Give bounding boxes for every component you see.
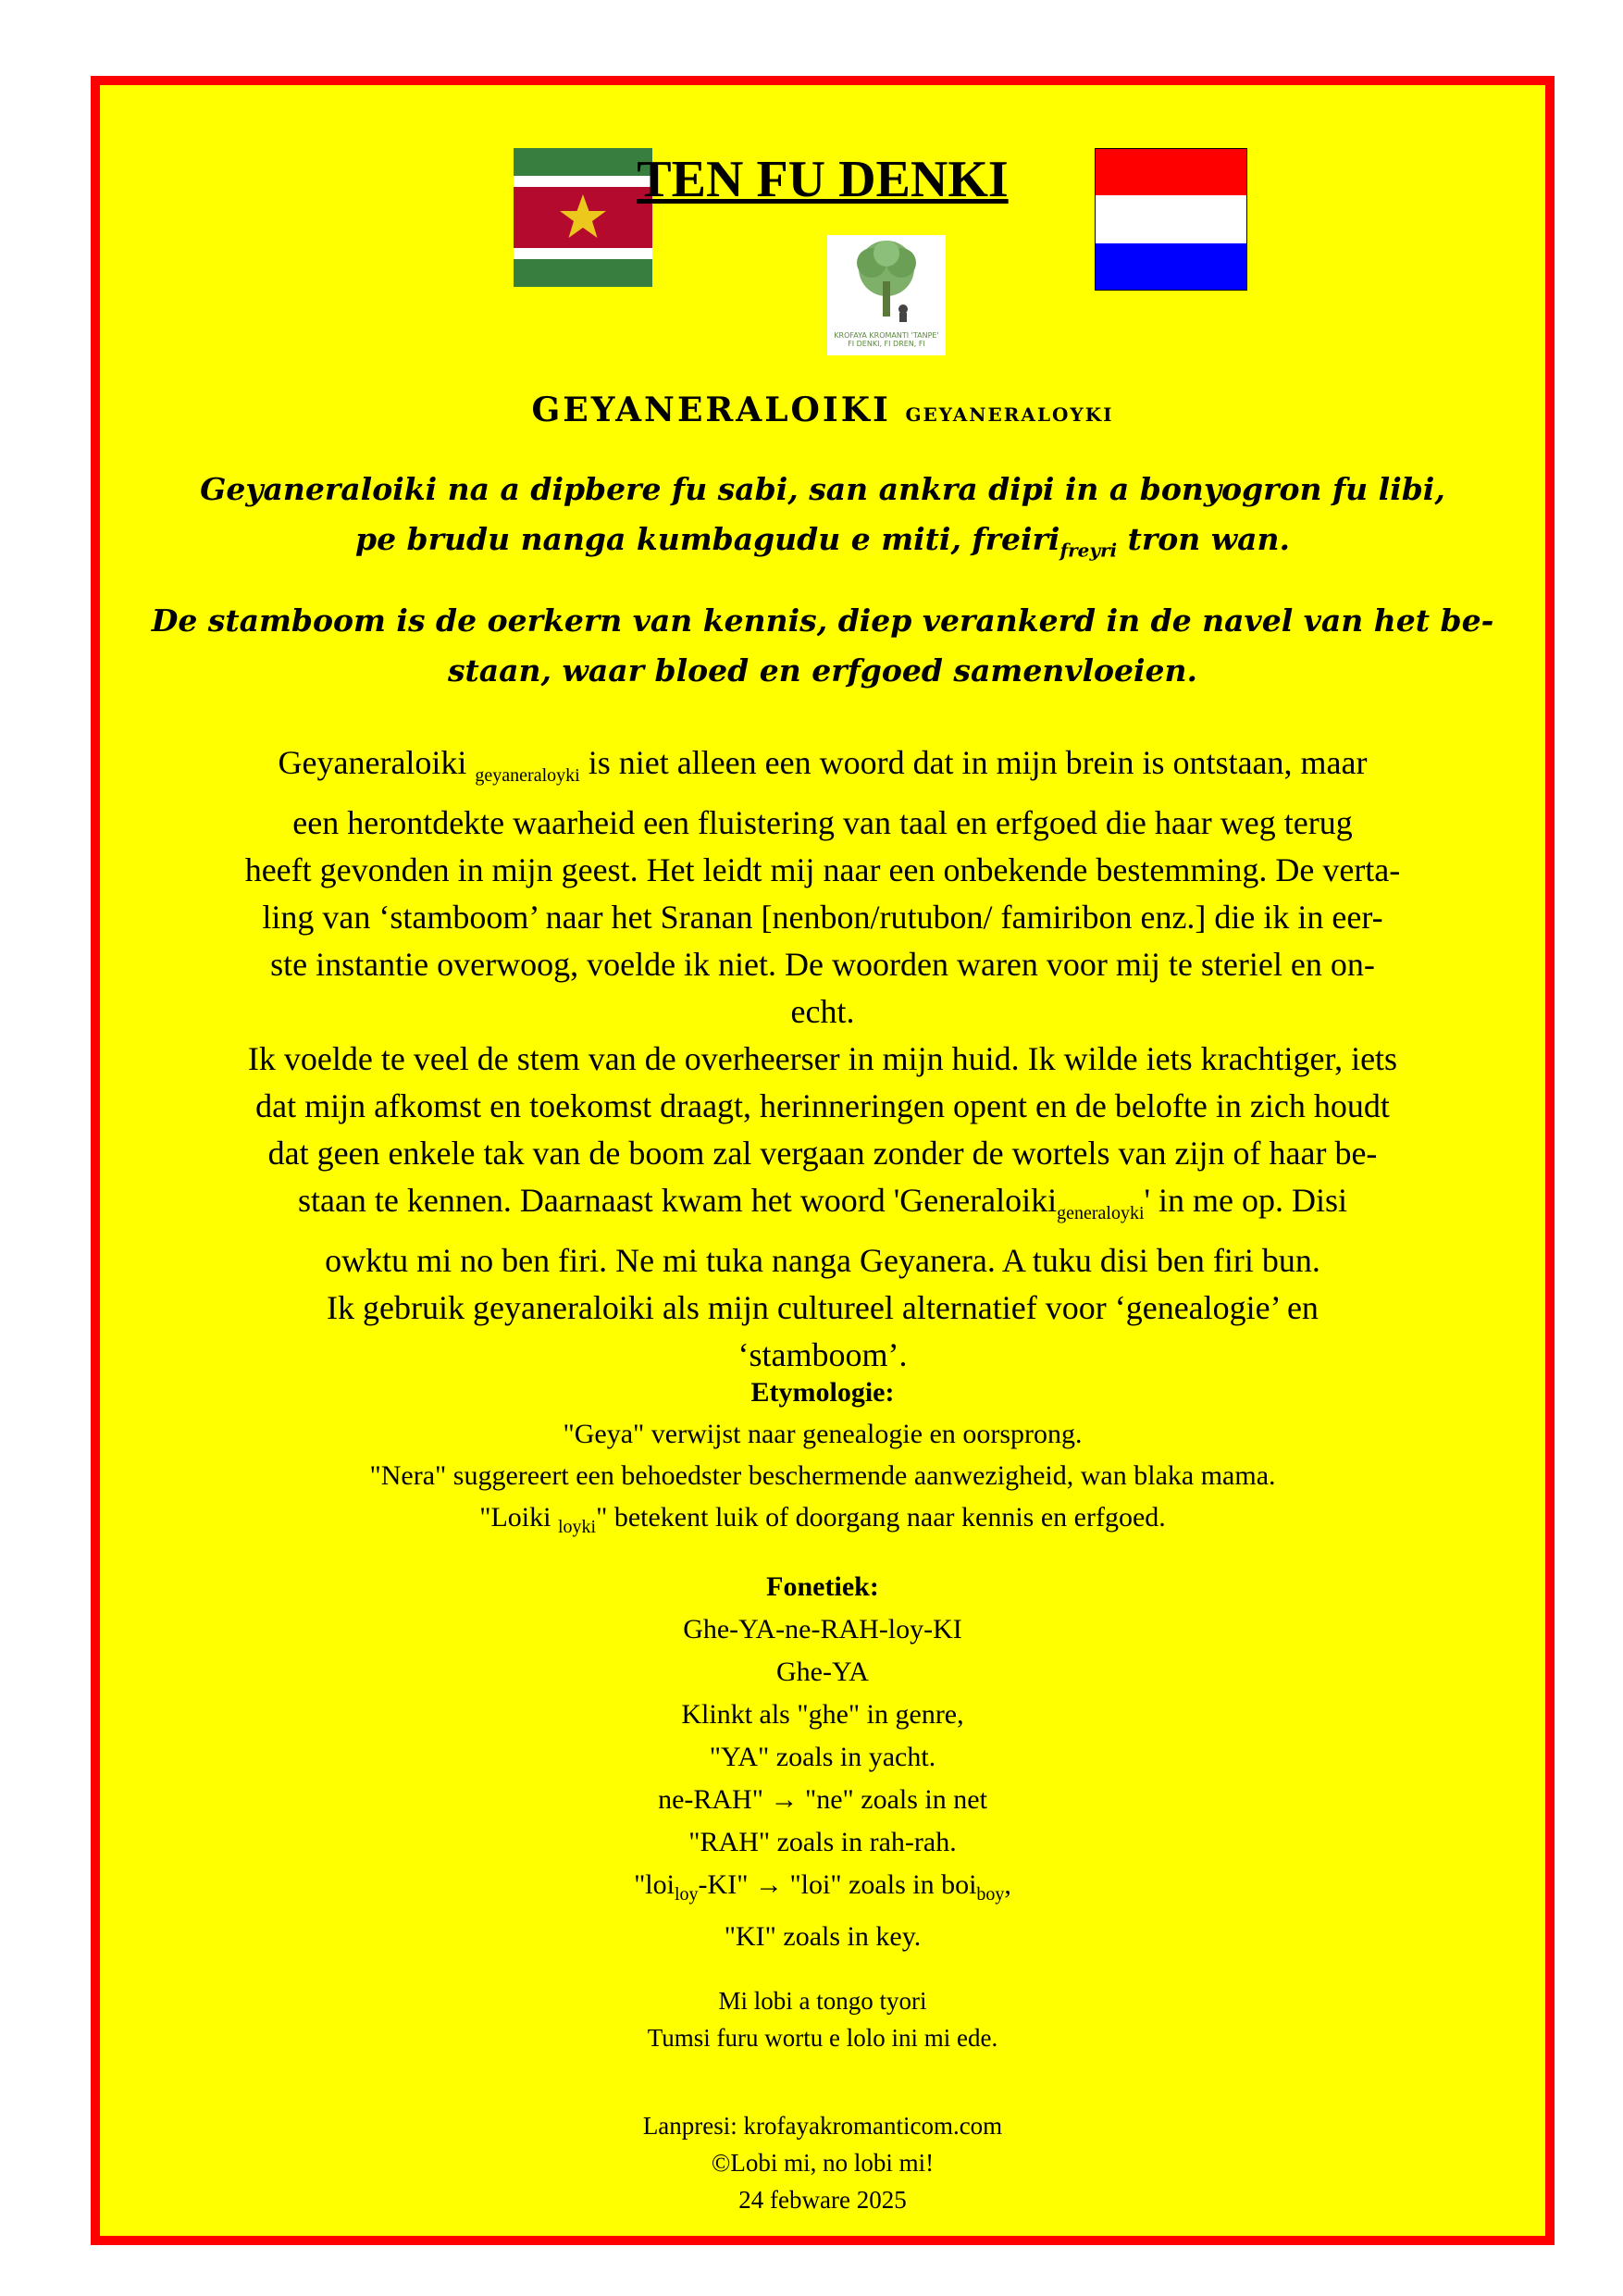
quote-text: pe brudu nanga kumbagudu e miti, freiri — [355, 521, 1060, 557]
closing-line: Tumsi furu wortu e lolo ini mi ede. — [647, 2024, 998, 2052]
phonetics-line — [100, 1864, 1545, 1916]
phonetics-text: "loi — [634, 1869, 675, 1900]
body-paragraph — [109, 739, 1536, 1379]
body-line: ‘stamboom’. — [737, 1336, 908, 1374]
phonetics-line: Ghe-YA-ne-RAH-loy-KI — [683, 1614, 962, 1644]
phonetics-line: "YA" zoals in yacht. — [709, 1742, 936, 1772]
body-line: ling van ‘stamboom’ naar het Sranan [nenbon/rutubon/ famiribon enz.] die ik in eer- — [262, 899, 1383, 937]
netherlands-flag-icon — [1095, 148, 1247, 291]
etymology-section — [100, 1371, 1545, 1548]
etymology-subscript: loyki — [557, 1517, 597, 1537]
phonetics-subscript: boy — [976, 1884, 1005, 1905]
section-title-sub: GEYANERALOYKI — [905, 403, 1114, 426]
etymology-line: "Geya" verwijst naar genealogie en oorsprong. — [563, 1419, 1083, 1449]
phonetics-line: Klinkt als "ghe" in genre, — [681, 1699, 964, 1730]
etymology-text: "Loiki — [479, 1502, 558, 1533]
quote-subscript: freyri — [1059, 539, 1118, 562]
phonetics-section — [100, 1566, 1545, 1958]
etymology-heading: Etymologie: — [750, 1377, 895, 1408]
dutch-quote — [128, 596, 1518, 696]
sranan-quote — [128, 465, 1518, 576]
page-title: TEN FU DENKI — [637, 151, 1009, 208]
body-line: dat geen enkele tak van de boom zal vergaan zonder de wortels van zijn of haar be- — [267, 1135, 1378, 1173]
phonetics-subscript: loy — [674, 1884, 699, 1905]
section-title-main: GEYANERALOIKI — [531, 391, 891, 429]
body-line: dat mijn afkomst en toekomst draagt, herinneringen opent en de belofte in zich houdt — [255, 1087, 1390, 1125]
closing-line: Mi lobi a tongo tyori — [718, 1987, 927, 2015]
body-subscript: geyaneraloyki — [475, 765, 580, 787]
quote-line: De stamboom is de oerkern van kennis, diep verankerd in de navel van het be- — [151, 602, 1494, 639]
body-line — [109, 739, 1536, 800]
logo-subcaption: FI DENKI, FI DREN, FI — [848, 340, 925, 348]
body-subscript: generaloyki — [1057, 1203, 1145, 1224]
etymology-text: " betekent luik of doorgang naar kennis en erfgoed. — [596, 1502, 1166, 1533]
body-text: ' in me op. Disi — [1144, 1182, 1348, 1220]
body-line: Ik gebruik geyaneraloiki als mijn cultureel alternatief voor ‘genealogie’ en — [327, 1289, 1319, 1327]
body-line — [109, 1177, 1536, 1237]
phonetics-line: Ghe-YA — [776, 1657, 869, 1687]
etymology-line — [100, 1496, 1545, 1548]
body-text: is niet alleen een woord dat in mijn brein is ontstaan, maar — [579, 744, 1368, 781]
tree-logo-icon — [827, 235, 946, 328]
section-title — [100, 391, 1545, 429]
quote-line: Geyaneraloiki na a dipbere fu sabi, san ankra dipi in a bonyogron fu libi, — [200, 471, 1445, 507]
phonetics-text: -KI" → "loi" zoals in boi — [698, 1869, 977, 1900]
quote-text: tron wan. — [1117, 521, 1290, 557]
body-line: owktu mi no ben firi. Ne mi tuka nanga Geyanera. A tuku disi ben firi bun. — [325, 1242, 1320, 1280]
body-line: heeft gevonden in mijn geest. Het leidt mij naar een onbekende bestemming. De verta- — [244, 851, 1401, 889]
footer-date: 24 febware 2025 — [738, 2186, 907, 2214]
quote-line: staan, waar bloed en erfgoed samenvloeien. — [447, 652, 1198, 689]
footer-copyright: ©Lobi mi, no lobi mi! — [711, 2149, 935, 2177]
closing-verse — [100, 1982, 1545, 2056]
etymology-line: "Nera" suggereert een behoedster beschermende aanwezigheid, wan blaka mama. — [369, 1460, 1276, 1491]
document-frame — [91, 76, 1555, 2245]
phonetics-line: "RAH" zoals in rah-rah. — [688, 1827, 957, 1857]
body-line: ste instantie overwoog, voelde ik niet. De woorden waren voor mij te steriel en on- — [270, 946, 1375, 984]
body-text: staan te kennen. Daarnaast kwam het woord 'Generaloiki — [297, 1182, 1058, 1220]
phonetics-line: "KI" zoals in key. — [724, 1921, 922, 1952]
phonetics-text: , — [1004, 1869, 1011, 1900]
krofaya-logo — [827, 235, 946, 355]
footer — [100, 2107, 1545, 2218]
body-line: een herontdekte waarheid een fluistering van taal en erfgoed die haar weg terug — [292, 804, 1353, 842]
body-line: Ik voelde te veel de stem van de overheerser in mijn huid. Ik wilde iets krachtiger, iets — [247, 1040, 1398, 1078]
phonetics-heading: Fonetiek: — [766, 1571, 879, 1602]
logo-caption: KROFAYA KROMANTI 'TANPE' — [834, 331, 939, 340]
phonetics-line: ne-RAH" → "ne" zoals in net — [658, 1784, 987, 1815]
body-text: Geyaneraloiki — [278, 744, 467, 781]
quote-line — [128, 515, 1518, 576]
body-line: echt. — [790, 993, 855, 1031]
footer-source: Lanpresi: krofayakromanticom.com — [642, 2112, 1003, 2140]
